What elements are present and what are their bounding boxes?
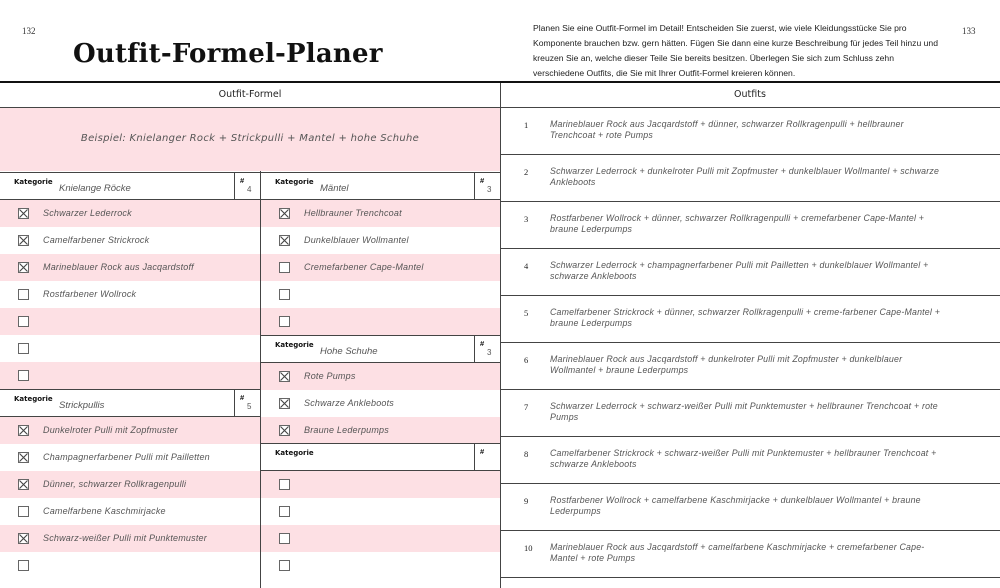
outfit-number: 1 [524,120,529,130]
item-row [0,200,260,227]
category-count: 4 [247,185,252,194]
category-label: Kategorie [14,395,53,403]
item-row [0,281,260,308]
page-title: Outfit-Formel-Planer [73,39,383,69]
intro-text: Planen Sie eine Outfit-Formel im Detail! Entscheiden Sie zuerst, wie viele Kleidungsstücke Sie pro Komponente brauchen bzw. gern hätten. Fügen Sie dann eine kurze Beschreibung für jedes Teil hinzu und kreuzen Sie an, welche dieser Teile Sie bereits besitzen. Überlegen Sie sich zum Schluss zehn verschiedene Outfits, die Sie mit Ihrer Outfit-Formel kreieren können. [533,23,938,78]
outfit-text[interactable]: Marineblauer Rock aus Jacqardstoff + camelfarbene Kaschmirjacke + cremefarbener Cape-Mantel + rote Pumps [550,542,925,563]
checkbox-checked[interactable] [279,425,290,436]
outfit-text[interactable]: Marineblauer Rock aus Jacqardstoff + dünner, schwarzer Rollkragenpulli + hellbrauner Trenchcoat + rote Pumps [550,119,904,140]
item-row [0,308,260,335]
outfit-number: 2 [524,167,529,177]
check-cross-icon [19,426,28,435]
category-header [0,172,260,200]
category-count: 3 [487,348,492,357]
category-label: Kategorie [275,449,314,457]
outfit-row [500,531,1000,578]
check-cross-icon [280,426,289,435]
count-box[interactable] [474,335,500,363]
checkbox-empty[interactable] [279,560,290,571]
outfit-row [500,249,1000,296]
outfit-number: 6 [524,355,529,365]
count-box[interactable] [234,389,260,417]
outfit-row [500,296,1000,343]
category-count: 5 [247,402,252,411]
check-cross-icon [280,236,289,245]
checkbox-checked[interactable] [18,452,29,463]
outfit-number: 4 [524,261,529,271]
checkbox-checked[interactable] [279,208,290,219]
checkbox-empty[interactable] [279,506,290,517]
outfit-text[interactable]: Schwarzer Lederrock + dunkelroter Pulli mit Zopfmuster + dunkelblauer Wollmantel + schwarze Ankleboots [550,166,940,187]
item-row [261,308,500,335]
item-text[interactable]: Cremefarbener Cape-Mantel [304,262,424,272]
item-row [261,281,500,308]
outfit-text[interactable]: Rostfarbener Wollrock + camelfarbene Kaschmirjacke + dunkelblauer Wollmantel + braune Lederpumps [550,495,921,516]
checkbox-checked[interactable] [18,235,29,246]
item-row [0,525,260,552]
example-text: Beispiel: Knielanger Rock + Strickpulli + Mantel + hohe Schuhe [80,133,420,144]
checkbox-empty[interactable] [18,316,29,327]
item-text[interactable]: Schwarz-weißer Pulli mit Punktemuster [43,533,207,543]
outfit-row [500,390,1000,437]
checkbox-empty[interactable] [18,506,29,517]
category-header [261,335,500,363]
check-cross-icon [19,209,28,218]
item-row [0,417,260,444]
outfit-row [500,108,1000,155]
outfit-number: 7 [524,402,529,412]
hash-label: # [480,447,485,456]
item-row [261,498,500,525]
category-label: Kategorie [14,178,53,186]
check-cross-icon [280,209,289,218]
category-value[interactable]: Hohe Schuhe [320,346,378,357]
checkbox-checked[interactable] [18,479,29,490]
checkbox-empty[interactable] [279,262,290,273]
page-number-right: 133 [962,26,976,36]
item-text[interactable]: Hellbrauner Trenchcoat [304,208,402,218]
item-row [261,390,500,417]
item-row [0,227,260,254]
item-text[interactable]: Dunkelblauer Wollmantel [304,235,409,245]
count-box[interactable] [474,172,500,200]
check-cross-icon [280,372,289,381]
item-text[interactable]: Dunkelroter Pulli mit Zopfmuster [43,425,178,435]
item-row [0,362,260,389]
item-row [261,254,500,281]
check-cross-icon [19,480,28,489]
checkbox-checked[interactable] [18,208,29,219]
item-row [0,471,260,498]
outfit-row [500,437,1000,484]
checkbox-checked[interactable] [18,425,29,436]
outfit-row [500,202,1000,249]
formula-header: Outfit-Formel [218,89,282,100]
check-cross-icon [19,534,28,543]
checkbox-checked[interactable] [279,398,290,409]
checkbox-checked[interactable] [279,371,290,382]
checkbox-empty[interactable] [18,289,29,300]
outfit-number: 9 [524,496,529,506]
page-number-left: 132 [22,26,36,36]
item-row [0,254,260,281]
category-header [261,443,500,471]
count-box[interactable] [474,443,500,471]
item-row [261,363,500,390]
item-row [0,335,260,362]
outfit-row [500,343,1000,390]
outfit-row [500,155,1000,202]
item-text[interactable]: Dünner, schwarzer Rollkragenpulli [43,479,187,489]
outfit-text[interactable]: Camelfarbener Strickrock + schwarz-weißer Pulli mit Punktemuster + hellbrauner Trenchcoat + schwarze Ankleboots [550,448,937,469]
outfit-text[interactable]: Schwarzer Lederrock + schwarz-weißer Pulli mit Punktemuster + hellbrauner Trenchcoat + rote Pumps [550,401,938,422]
item-text[interactable]: Rote Pumps [304,371,356,381]
category-value[interactable]: Strickpullis [59,400,105,411]
checkbox-empty[interactable] [18,560,29,571]
checkbox-empty[interactable] [279,533,290,544]
hash-label: # [480,339,485,348]
hash-label: # [480,176,485,185]
category-count: 3 [487,185,492,194]
outfit-number: 3 [524,214,529,224]
check-cross-icon [19,236,28,245]
item-row [0,444,260,471]
item-text[interactable]: Schwarzer Lederrock [43,208,132,218]
outfits-header: Outfits [734,89,766,100]
category-header [0,389,260,417]
item-text[interactable]: Camelfarbener Strickrock [43,235,150,245]
item-row [0,498,260,525]
outfit-number: 10 [524,543,533,553]
item-row [261,200,500,227]
check-cross-icon [19,453,28,462]
item-text[interactable]: Camelfarbene Kaschmirjacke [43,506,166,516]
item-text[interactable]: Braune Lederpumps [304,425,389,435]
item-row [261,525,500,552]
item-row [261,417,500,444]
count-box[interactable] [234,172,260,200]
checkbox-empty[interactable] [18,370,29,381]
hash-label: # [240,176,245,185]
outfit-number: 5 [524,308,529,318]
hash-label: # [240,393,245,402]
checkbox-empty[interactable] [279,479,290,490]
checkbox-empty[interactable] [279,316,290,327]
item-text[interactable]: Marineblauer Rock aus Jacqardstoff [43,262,194,272]
item-row [0,552,260,579]
category-label: Kategorie [275,178,314,186]
checkbox-checked[interactable] [18,262,29,273]
item-row [261,227,500,254]
item-row [261,471,500,498]
checkbox-checked[interactable] [18,533,29,544]
outfit-text[interactable]: Marineblauer Rock aus Jacqardstoff + dunkelroter Pulli mit Zopfmuster + dunkelblauer Wollmantel + braune Lederpumps [550,354,903,375]
example-box [0,108,500,171]
check-cross-icon [19,263,28,272]
outfit-text[interactable]: Camelfarbener Strickrock + dünner, schwarzer Rollkragenpulli + creme-farbener Cape-Mantel + braune Lederpumps [550,307,941,328]
item-text[interactable]: Rostfarbener Wollrock [43,289,137,299]
outfit-row [500,484,1000,531]
category-label: Kategorie [275,341,314,349]
checkbox-checked[interactable] [279,235,290,246]
checkbox-empty[interactable] [18,343,29,354]
category-value[interactable]: Knielange Röcke [59,183,131,194]
outfit-text[interactable]: Rostfarbener Wollrock + dünner, schwarzer Rollkragenpulli + cremefarbener Cape-Mantel + braune Lederpumps [550,213,925,234]
item-row [261,552,500,579]
check-cross-icon [280,399,289,408]
category-value[interactable]: Mäntel [320,183,349,194]
checkbox-empty[interactable] [279,289,290,300]
item-text[interactable]: Schwarze Ankleboots [304,398,395,408]
outfit-number: 8 [524,449,529,459]
outfit-text[interactable]: Schwarzer Lederrock + champagnerfarbener Pulli mit Pailletten + dunkelblauer Wollmantel + schwarze Ankleboots [550,260,929,281]
category-header [261,172,500,200]
item-text[interactable]: Champagnerfarbener Pulli mit Pailletten [43,452,210,462]
